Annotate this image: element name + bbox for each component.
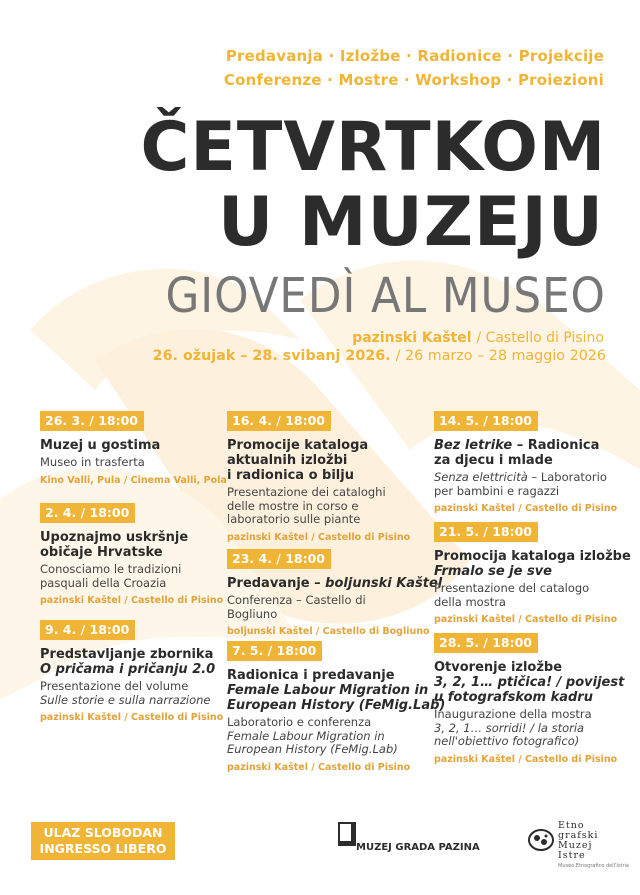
tagline-italian: Conferenze · Mostre · Workshop · Proiezioni (223, 71, 604, 89)
event-subtitle: Laboratorio e conferenza Female Labour Migration in European History (FeMig.Lab) (227, 715, 398, 756)
event-date-badge: 23. 4. / 18:00 (227, 549, 331, 569)
event-card-8 (434, 521, 631, 625)
event-location: pazinski Kaštel / Castello di Pisino (40, 712, 224, 723)
event-date-badge: 21. 5. / 18:00 (434, 522, 538, 542)
event-date-badge: 26. 3. / 18:00 (40, 411, 144, 431)
event-card-1 (40, 410, 227, 486)
event-subtitle: Senza elettricità – Laboratorio per bambini e ragazzi (434, 470, 607, 498)
event-title: Predstavljanje zbornika O pričama i pričanju 2.0 (40, 647, 216, 677)
event-card-2 (40, 502, 223, 606)
event-title: Radionica i predavanje Female Labour Migration in European History (FeMig.Lab) (227, 668, 446, 713)
event-date-badge: 28. 5. / 18:00 (434, 633, 538, 653)
dates-italian: / 26 marzo – 28 maggio 2026 (395, 348, 606, 364)
pazin-museum-name: MUZEJ GRADA PAZINA (356, 842, 480, 853)
event-subtitle: Presentazione del catalogo della mostra (434, 581, 590, 609)
event-subtitle: Conferenza – Castello di Bogliuno (227, 593, 366, 621)
event-title: Predavanje – boljunski Kaštel (227, 576, 443, 591)
event-title: Promocije kataloga aktualnih izložbi i radionica o bilju (227, 438, 369, 483)
event-card-6 (227, 640, 445, 773)
pazin-museum-logo (334, 822, 480, 853)
event-date-badge: 9. 4. / 18:00 (40, 620, 135, 640)
event-subtitle: Presentazione dei cataloghi delle mostre in corso e laboratorio sulle piante (227, 485, 386, 526)
event-card-3 (40, 619, 223, 723)
event-location: boljunski Kaštel / Castello di Bogliuno (227, 626, 430, 637)
event-subtitle: Museo in trasferta (40, 455, 145, 469)
event-subtitle: Conosciamo le tradizioni pasquali della Croazia (40, 562, 182, 590)
venue-croatian: pazinski Kaštel (352, 330, 472, 346)
date-range (153, 348, 606, 364)
title-line-1: ČETVRTKOM (140, 108, 606, 187)
event-date-badge: 2. 4. / 18:00 (40, 503, 135, 523)
event-location: pazinski Kaštel / Castello di Pisino (40, 595, 224, 606)
event-title: Otvorenje izložbe 3, 2, 1… ptičica! / povijest u fotografskom kadru (434, 660, 625, 705)
event-card-5 (227, 548, 442, 637)
event-location: pazinski Kaštel / Castello di Pisino (434, 503, 618, 514)
venue-italian: / Castello di Pisino (476, 330, 604, 346)
event-date-badge: 7. 5. / 18:00 (227, 641, 322, 661)
event-subtitle: Inaugurazione della mostra 3, 2, 1… sorridi! / la storia nell'obiettivo fotografico) (434, 707, 592, 748)
event-subtitle: Presentazione del volume Sulle storie e sulla narrazione (40, 679, 211, 707)
event-date-badge: 16. 4. / 18:00 (227, 411, 331, 431)
ethnographic-museum-subtitle: Museo Etnografico dell'Istria (558, 863, 629, 869)
event-card-7 (434, 410, 617, 514)
event-title: Muzej u gostima (40, 438, 161, 453)
pazin-museum-logo-icon (338, 822, 356, 846)
ethnographic-museum-name: Etno grafski Muzej Istre (558, 820, 599, 861)
ethnographic-museum-emblem-icon (528, 829, 554, 851)
event-date-badge: 14. 5. / 18:00 (434, 411, 538, 431)
event-title: Upoznajmo uskršnje običaje Hrvatske (40, 530, 189, 560)
dates-croatian: 26. ožujak – 28. svibanj 2026. (152, 348, 391, 364)
free-entry-badge (31, 822, 175, 860)
event-location: Kino Valli, Pula / Cinema Valli, Pola (40, 474, 227, 486)
venue (352, 330, 604, 346)
event-title: Bez letrike – Radionica za djecu i mlade (434, 438, 600, 468)
event-location: pazinski Kaštel / Castello di Pisino (434, 614, 618, 625)
event-card-9 (434, 632, 624, 765)
title-italian: GIOVEDÌ AL MUSEO (165, 268, 606, 324)
free-entry-croatian: ULAZ SLOBODAN (43, 825, 163, 840)
event-location: pazinski Kaštel / Castello di Pisino (227, 761, 411, 773)
event-title: Promocija kataloga izložbe Frmalo se je sve (434, 549, 631, 579)
event-location: pazinski Kaštel / Castello di Pisino (227, 531, 411, 543)
title-line-2: U MUZEJU (217, 183, 604, 262)
free-entry-italian: INGRESSO LIBERO (39, 841, 167, 856)
tagline-croatian: Predavanja · Izložbe · Radionice · Projekcije (225, 47, 604, 65)
event-location: pazinski Kaštel / Castello di Pisino (434, 753, 618, 765)
event-card-4 (227, 410, 410, 543)
